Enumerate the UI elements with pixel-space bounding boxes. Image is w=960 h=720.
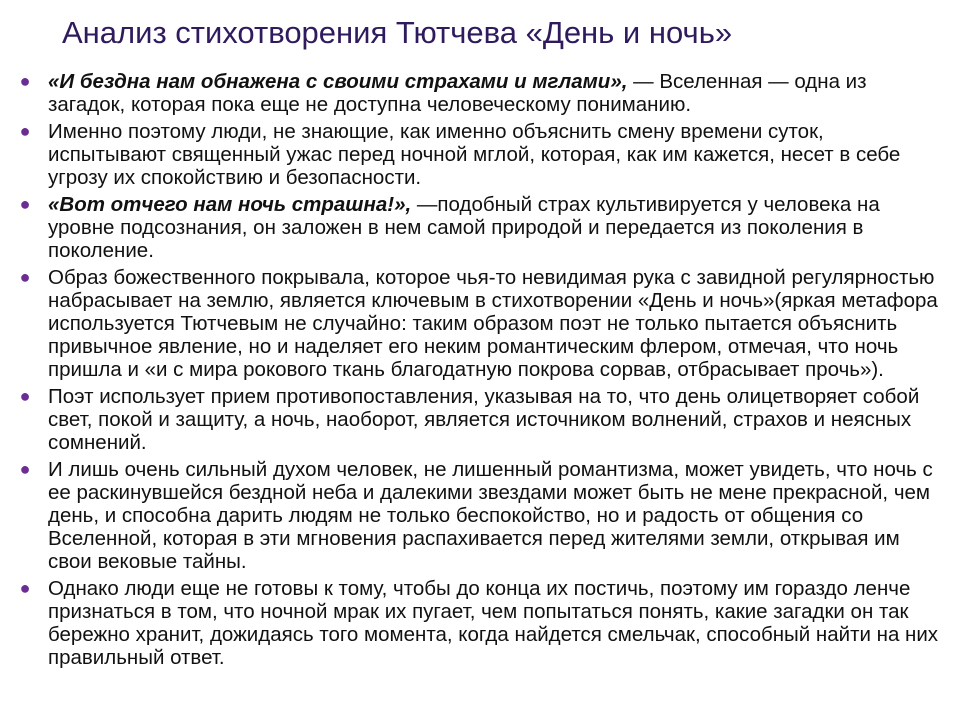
bullet-icon: ● — [19, 386, 31, 406]
bullet-icon: ● — [19, 121, 31, 141]
bullet-list — [16, 70, 942, 673]
bullet-icon: ● — [19, 578, 31, 598]
bullet-icon: ● — [19, 194, 31, 214]
list-item — [16, 458, 942, 573]
item-text: Поэт использует прием противопоставления, указывая на то, что день олицетворяет собой свет, покой и защиту, а ночь, наоборот, является источником волнений, страхов и неясных сомнений. — [48, 385, 920, 454]
item-text: Именно поэтому люди, не знающие, как именно объяснить смену времени суток, испытывают священный ужас перед ночной мглой, которая, как им кажется, несет в себе угрозу их спокойствию и безопасности. — [48, 120, 901, 189]
item-text: И лишь очень сильный духом человек, не лишенный романтизма, может увидеть, что ночь с ее раскинувшейся бездной неба и далекими звездами может быть не мене прекрасной, чем день, и способна дарить людям не только беспокойство, но и радость от общения со Вселенной, которая в эти мгновения распахивается перед жителями земли, открывая им свои вековые тайны. — [48, 458, 933, 573]
list-item — [16, 70, 942, 116]
list-item — [16, 385, 942, 454]
list-item — [16, 193, 942, 262]
bullet-icon: ● — [19, 71, 31, 91]
emphasis-text: «Вот отчего нам ночь страшна!», — [48, 193, 412, 216]
list-item — [16, 266, 942, 381]
emphasis-text: «И бездна нам обнажена с своими страхами и мглами», — [48, 70, 628, 93]
item-text: — Вселенная — одна из загадок, которая пока еще не доступна человеческому пониманию. — [48, 70, 867, 116]
bullet-icon: ● — [19, 267, 31, 287]
item-text: Образ божественного покрывала, которое чья-то невидимая рука с завидной регулярностью набрасывает на землю, является ключевым в стихотворении «День и ночь»(яркая метафора используется Тютчевым не случайно: таким образом поэт не только пытается объяснить привычное явление, но и наделяет его неким романтическим флером, отмечая, что ночь пришла и «и с мира рокового ткань благодатную покрова сорвав, отбрасывает прочь»). — [48, 266, 938, 381]
list-item — [16, 120, 942, 189]
list-item — [16, 577, 942, 669]
item-text: Однако люди еще не готовы к тому, чтобы до конца их постичь, поэтому им гораздо ленче признаться в том, что ночной мрак их пугает, чем попытаться понять, какие загадки он так бережно хранит, дожидаясь того момента, когда найдется смельчак, способный найти на них правильный ответ. — [48, 577, 939, 669]
bullet-icon: ● — [19, 459, 31, 479]
item-text: —подобный страх культивируется у человека на уровне подсознания, он заложен в нем самой природой и передается из поколения в поколение. — [48, 193, 880, 262]
slide-title: Анализ стихотворения Тютчева «День и ночь» — [62, 15, 733, 50]
